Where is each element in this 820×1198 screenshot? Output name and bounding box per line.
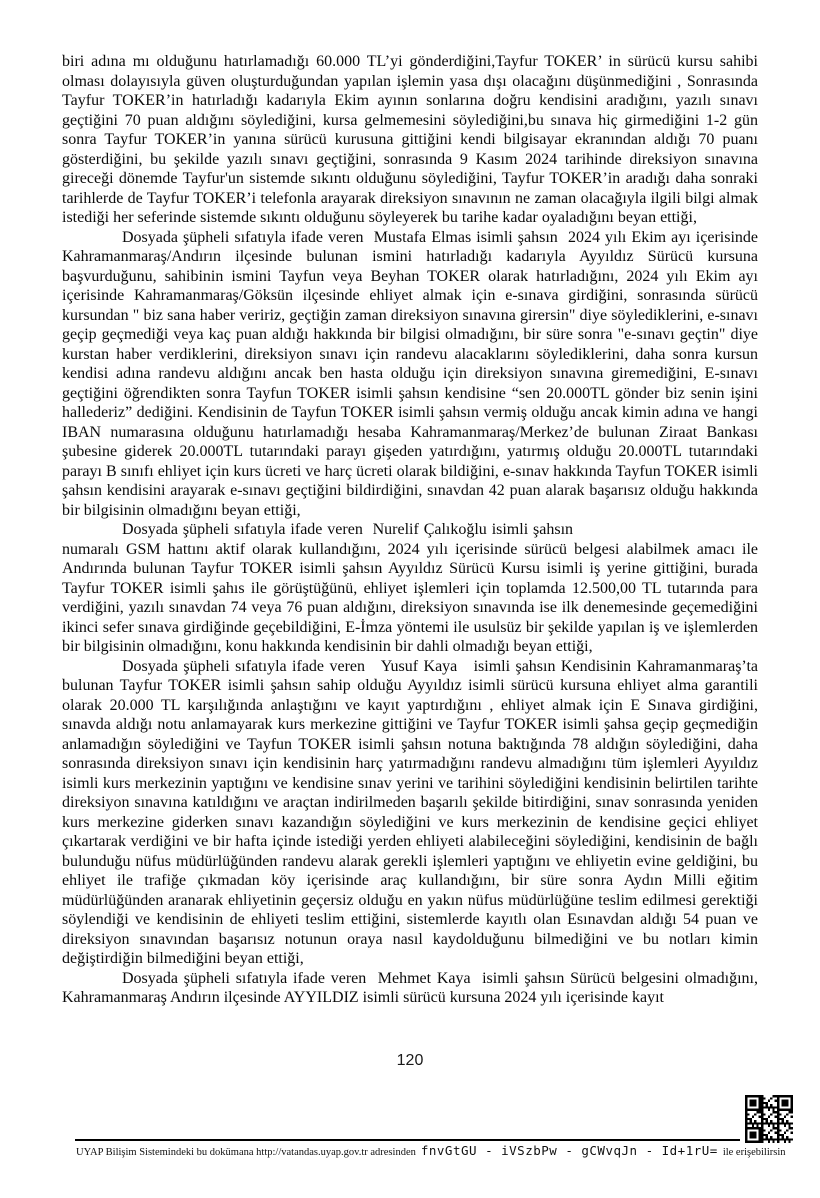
footer-access-prefix: UYAP Bilişim Sistemindeki bu dokümana http://vatandas.uyap.gov.tr adresinden: [76, 1147, 416, 1158]
document-body: [62, 52, 758, 1052]
page-number: 120: [396, 1052, 424, 1069]
body-paragraph: Dosyada şüpheli sıfatıyla ifade veren Mehmet Kaya isimli şahsın Sürücü belgesini olmadığını, Kahramanmaraş Andırın ilçesinde AYYILDIZ isimli sürücü kursuna 2024 yılı içerisinde kayıt: [62, 969, 758, 1006]
footer-divider: [75, 1139, 740, 1141]
body-paragraph: Dosyada şüpheli sıfatıyla ifade veren Nurelif Çalıkoğlu isimli şahsın numaralı GSM hattını aktif olarak kullandığını, 2024 yılı içerisinde sürücü belgesi alabilmek amacı ile Andırında bulunan Tayfur TOKER isimli şahsın Ayyıldız Sürücü Kursu isimli iş yerine gittiğini, burada Tayfur TOKER isimli şahıs ile görüştüğünü, ehliyet işlemleri için toplamda 12.500,00 TL tutarında para verdiğini, yazılı sınavdan 74 veya 76 puan aldığını, direksiyon sınavında ise ilk denemesinde geçemediğini ikinci sefer sınava girdiğinde geçebildiğini, E-İmza yöntemi ile usulsüz bir şekilde yapılan iş ve işlemlerden bir bilgisinin olmadığını, konu hakkında kendisinin bir dahli olmadığı beyan ettiği,: [62, 521, 758, 655]
uyap-access-footer: [76, 1143, 786, 1158]
footer-access-code: fnvGtGU - iVSzbPw - gCWvqJn - Id+1rU=: [420, 1143, 718, 1158]
body-paragraph: biri adına mı olduğunu hatırlamadığı 60.000 TL’yi gönderdiğini,Tayfur TOKER’ in sürücü kursu sahibi olması dolayısıyla güven oluşturduğundan yapılan işlemin yasa dışı olacağını düşünmediğini , Sonrasında Tayfur TOKER’in hatırladığı kadarıyla Ekim ayının sonlarına doğru kendisini aradığını, yazılı sınavı geçtiğini 70 puan aldığını söylediğini, kursa gelmemesini söylediğini,bu sınava hiç girmediğini 1-2 gün sonra Tayfur TOKER’in yanına sürücü kurusuna gittiğini kendi bilgisayar ekranından aldığı 70 puanı gösterdiğini, bu şekilde yazılı sınavı geçtiğini, sonrasında 9 Kasım 2024 tarihinde direksiyon sınavına gireceği dönemde Tayfur'un sistemde sıkıntı olduğunu söylediğini, Tayfur TOKER’in aradığı daha sonraki tarihlerde de Tayfur TOKER’i telefonla arayarak direksiyon sınavının ne zaman olacağıyla ilgili bilgi almak istediği her seferinde sistemde sıkıntı olduğunu söyleyerek bu tarihe kadar oyaladığını beyan ettiği,: [62, 53, 758, 226]
body-paragraph: Dosyada şüpheli sıfatıyla ifade veren Mustafa Elmas isimli şahsın 2024 yılı Ekim ayı içerisinde Kahramanmaraş/Andırın ilçesinde bulunan ismini hatırladığı kadarıyla Ayyıldız Sürücü kursuna başvurduğunu, sahibinin ismini Tayfun veya Beyhan TOKER olarak hatırladığını, 2024 yılı Ekim ayı içerisinde Kahramanmaraş/Göksün ilçesinde ehliyet almak için e-sınava girdiğini, sonrasında sürücü kursundan " biz sana haber veririz, geçtiğin zaman direksiyon sınavına girersin" diye söylediklerini, e-sınavı geçip geçmediği veya kaç puan aldığı hakkında bir bilgisi olmadığını, bir süre sonra "e-sınavı geçtin" diye kurstan haber verdiklerini, direksiyon sınavı için randevu alacaklarını söylediklerini, daha sonra kursun kendisi adına randevu aldığını ancak ben hasta olduğu için direksiyon sınavına giremediğini, E-sınavı geçtiğini öğrendikten sonra Tayfun TOKER isimli şahsın kendisine “sen 20.000TL gönder biz senin işini hallederiz” dediğini. Kendisinin de Tayfun TOKER isimli şahsın vermiş olduğu ancak kimin adına ve hangi IBAN numarasına olduğunu hatırlamadığı hesaba Kahramanmaraş/Merkez’de bulunan Ziraat Bankası şubesine giderek 20.000TL tutarındaki parayı gişeden yatırdığını, yatırmış olduğu 20.000TL tutarındaki parayı B sınıfı ehliyet için kurs ücreti ve harç ücreti olarak bildiğini, e-sınav hakkında Tayfun TOKER isimli şahsın kendisini arayarak e-sınavı geçtiğini bildirdiğini, sınavdan 42 puan alarak başarısız olduğu hakkında bir bilgisinin olmadığını beyan ettiği,: [62, 228, 758, 519]
body-paragraph: Dosyada şüpheli sıfatıyla ifade veren Yusuf Kaya isimli şahsın Kendisinin Kahramanmaraş’ta bulunan Tayfur TOKER isimli şahsın sahip olduğu Ayyıldız isimli sürücü kursuna ehliyet alma garantili olarak 20.000 TL karşılığında anlaştığını ve kayıt yaptırdığını , ehliyet almak için E Sınava girdiğini, sınavda aldığı notu anlamayarak kurs merkezine gittiğini ve Tayfur TOKER isimli şahsa geçip geçmediğin anlamadığın söylediğini ve Tayfun TOKER isimli şahsın notuna baktığında 78 aldığın söylediğini, daha sonrasında direksiyon sınavı için kendisinin harç yatırmadığını randevu almadığını tüm işlemleri Ayyıldız isimli kurs merkezinin yaptığını ve kendisine sınav yerini ve tarihini söylediğini kendisinin belirtilen tarihte direksiyon sınavına katıldığını ve araçtan indirilmeden başarılı şekilde bitirdiğini, sınav sonrasında yeniden kurs merkezine giderken sınavı kazandığın söylediğini ve kurs merkezinin de kendisine geçici ehliyet çıkartarak verdiğini ve bir hafta içinde istediği yerden ehliyeti alabileceğini söylediğini, kendisinin de bağlı bulunduğu nüfus müdürlüğünden randevu alarak gerekli işlemleri yaptığını ve ehliyetin evine geldiğini, bu ehliyet ile trafiğe çıkmadan köy içerisinde araç kullandığını, bir süre sonra Aydın Milli eğitim müdürlüğünden aranarak ehliyetinin geçersiz olduğu en yakın nüfus müdürlüğüne teslim edilmesi gerektiği söylendiği ve kendisinin de ehliyeti teslim ettiğini, sistemlerde kayıtlı olan Esınavdan aldığı 54 puan ve direksiyon sınavından başarısız notunun oraya nasıl kaydolduğunu bilmediğini ve bu notları kimin değiştirdiğin bilmediğini beyan ettiği,: [62, 657, 758, 967]
footer-access-suffix: ile erişebilirsin: [722, 1147, 786, 1158]
qr-code-icon: [745, 1095, 793, 1143]
